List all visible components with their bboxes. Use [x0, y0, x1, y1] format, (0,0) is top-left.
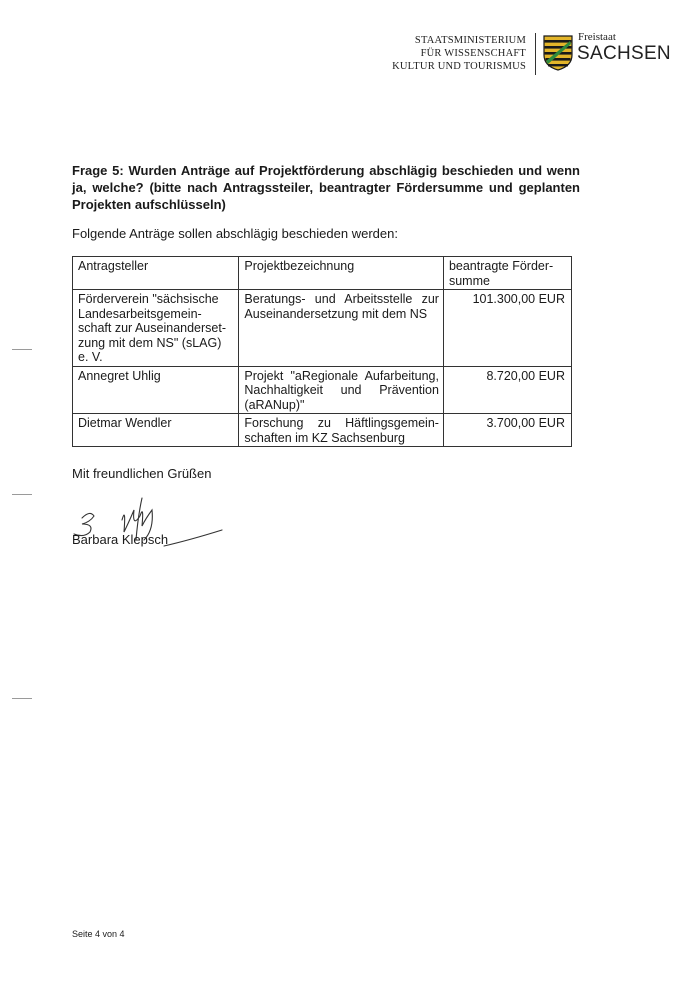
fold-mark — [12, 349, 32, 350]
ministry-line: FÜR WISSENSCHAFT — [420, 48, 526, 59]
cell-project: Projekt "aRegionale Aufarbeitung, Nachhaltigkeit und Prävention (aRANup)" — [239, 366, 444, 414]
cell-applicant: Förderverein "sächsische Landesarbeitsgemein-schaft zur Auseinanderset-zung mit dem NS" (sLAG) e. V. — [73, 290, 239, 367]
fold-mark — [12, 494, 32, 495]
table-header-row — [73, 257, 572, 290]
cell-amount: 8.720,00 EUR — [443, 366, 571, 414]
logo-divider — [535, 33, 536, 75]
closing-greeting: Mit freundlichen Grüßen — [72, 466, 212, 481]
saxony-coat-of-arms-icon — [543, 35, 573, 71]
ministry-line: STAATSMINISTERIUM — [414, 35, 526, 46]
question-heading: Frage 5: Wurden Anträge auf Projektförderung abschlägig beschieden und wenn ja, welche? (bitte nach Antragssteiler, beantragter Fördersumme und geplanten Projekten aufschlüsseln) — [72, 163, 580, 212]
handwritten-signature — [60, 480, 240, 560]
cell-applicant: Dietmar Wendler — [73, 414, 239, 447]
ministry-line: KULTUR UND TOURISMUS — [392, 61, 526, 72]
logo-freistaat: Freistaat — [578, 31, 616, 43]
cell-amount: 3.700,00 EUR — [443, 414, 571, 447]
column-header-amount: beantragte Förder-summe — [443, 257, 571, 290]
table-row — [73, 414, 572, 447]
ministry-name — [380, 34, 526, 73]
page-number: Seite 4 von 4 — [72, 929, 125, 939]
applications-table — [72, 256, 572, 447]
cell-amount: 101.300,00 EUR — [443, 290, 571, 367]
column-header-applicant: Antragsteller — [73, 257, 239, 290]
table-row — [73, 290, 572, 367]
cell-project: Beratungs- und Arbeitsstelle zur Auseinandersetzung mit dem NS — [239, 290, 444, 367]
logo-sachsen: SACHSEN — [577, 43, 671, 64]
fold-mark — [12, 698, 32, 699]
cell-project: Forschung zu Häftlingsgemein-schaften im KZ Sachsenburg — [239, 414, 444, 447]
table-row — [73, 366, 572, 414]
cell-applicant: Annegret Uhlig — [73, 366, 239, 414]
intro-text: Folgende Anträge sollen abschlägig beschieden werden: — [72, 226, 398, 241]
signer-name: Barbara Klepsch — [72, 532, 169, 547]
column-header-project: Projektbezeichnung — [239, 257, 444, 290]
